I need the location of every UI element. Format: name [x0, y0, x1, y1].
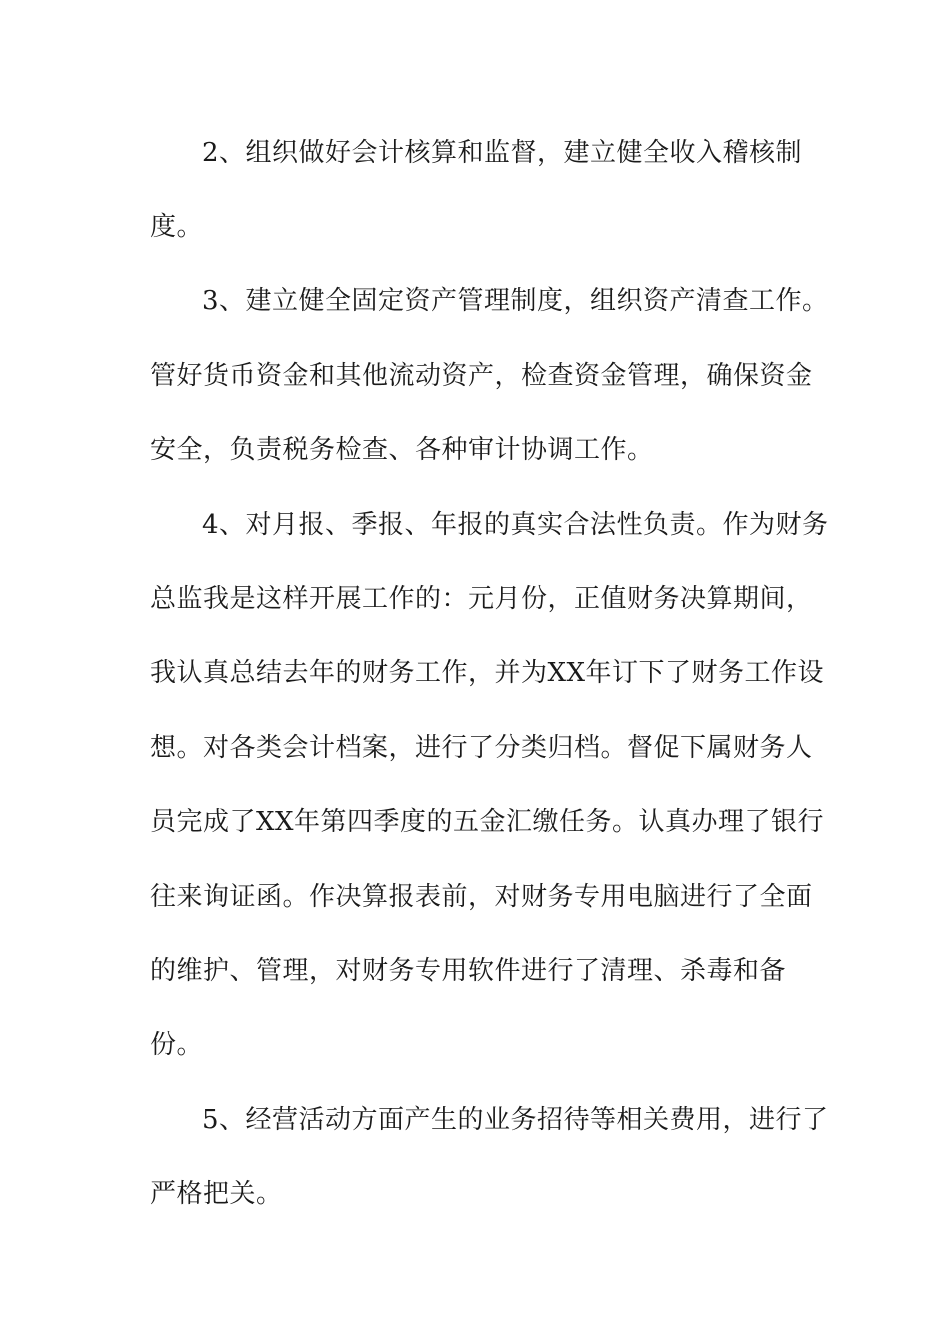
text-line: 5、经营活动方面产生的业务招待等相关费用，进行了 [202, 1105, 829, 1135]
text-line: 严格把关。 [150, 1179, 283, 1209]
text-line: 的维护、管理，对财务专用软件进行了清理、杀毒和备 [150, 956, 787, 986]
text-line: 我认真总结去年的财务工作，并为XX年订下了财务工作设 [150, 658, 825, 688]
text-line: 想。对各类会计档案，进行了分类归档。督促下属财务人 [150, 733, 813, 763]
text-line: 总监我是这样开展工作的：元月份，正值财务决算期间， [150, 584, 813, 614]
text-line: 往来询证函。作决算报表前，对财务专用电脑进行了全面 [150, 882, 813, 912]
text-line: 安全，负责税务检查、各种审计协调工作。 [150, 435, 654, 465]
text-line: 份。 [150, 1030, 204, 1060]
text-line: 4、对月报、季报、年报的真实合法性负责。作为财务 [202, 510, 829, 540]
text-line: 3、建立健全固定资产管理制度，组织资产清查工作。 [202, 286, 829, 316]
text-line: 2、组织做好会计核算和监督，建立健全收入稽核制 [202, 138, 803, 168]
text-line: 管好货币资金和其他流动资产，检查资金管理，确保资金 [150, 361, 813, 391]
text-line: 度。 [150, 212, 204, 242]
text-line: 员完成了XX年第四季度的五金汇缴任务。认真办理了银行 [150, 807, 825, 837]
